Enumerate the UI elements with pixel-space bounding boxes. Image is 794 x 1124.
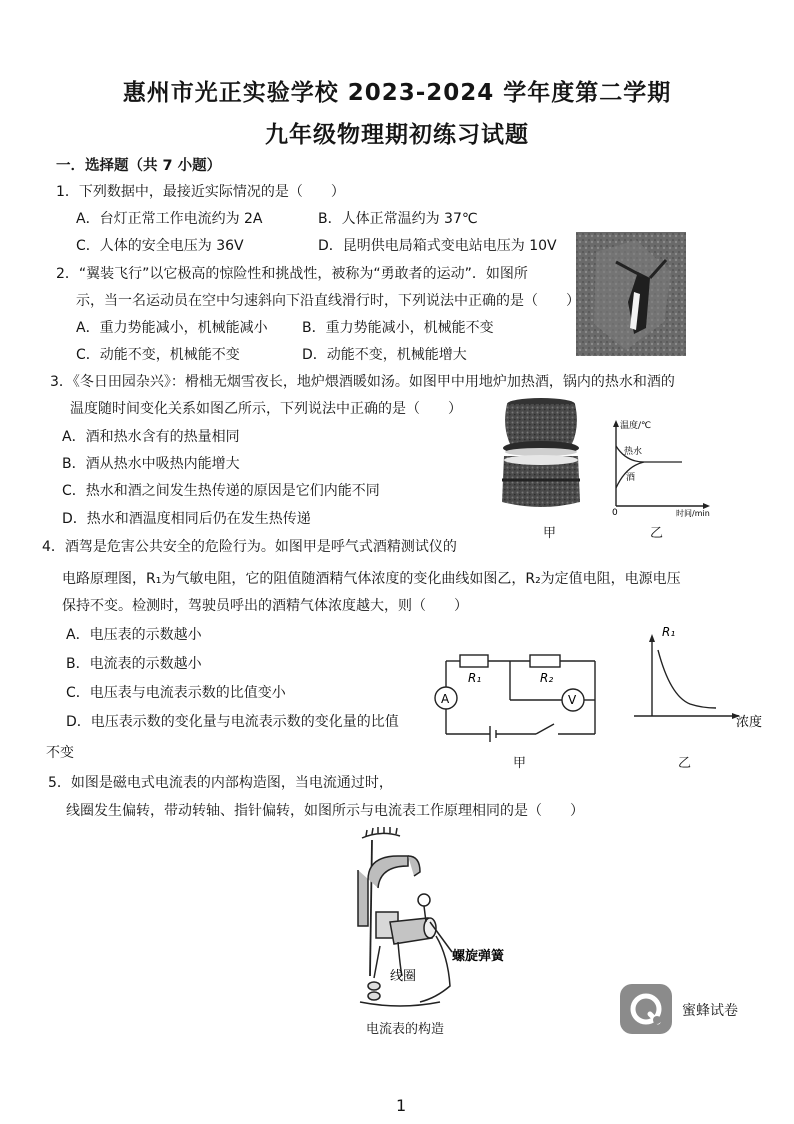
q3-figure-b-label: 乙 [650,526,664,541]
page-number: 1 [396,1096,407,1115]
q3-option-b: B．酒从热水中吸热内能增大 [62,456,240,472]
q2-option-c: C．动能不变，机械能不变 [76,347,240,363]
stove-illustration [496,396,586,514]
q4-option-d-continued: 不变 [46,745,74,761]
q1-option-d: D．昆明供电局箱式变电站电压为 10V [318,238,557,254]
ammeter-label: A [441,692,450,706]
q4-stem-line1: 4．酒驾是危害公共安全的危险行为。如图甲是呼气式酒精测试仪的 [42,539,457,555]
r2-label: R₂ [540,671,554,685]
q3-figure-a-label: 甲 [543,526,557,541]
y-axis-label: 温度/℃ [620,421,652,431]
watermark-text: 蜜蜂试卷 [682,1003,738,1019]
q1-option-a: A．台灯正常工作电流约为 2A [76,211,263,227]
pointer [370,840,372,976]
wine-label: 酒 [626,473,636,483]
resistance-concentration-graph [630,620,775,740]
q1-option-c: C．人体的安全电压为 36V [76,238,244,254]
q4-option-d: D．电压表示数的变化量与电流表示数的变化量的比值 [66,714,399,730]
q4-option-c: C．电压表与电流表示数的比值变小 [66,685,286,701]
diagram-caption: 电流表的构造 [366,1022,445,1037]
x-axis-label: 时间/min [676,509,710,518]
temperature-time-graph [602,418,714,518]
q4-stem-line3: 保持不变。检测时，驾驶员呼出的酒精气体浓度越大，则（ ） [62,598,468,614]
wingsuit-photo [576,232,686,356]
q3-option-c: C．热水和酒之间发生热传递的原因是它们内能不同 [62,483,380,499]
origin-label: 0 [612,508,618,518]
spiral-spring-icon [418,894,430,906]
q3-stem-line2: 温度随时间变化关系如图乙所示，下列说法中正确的是（ ） [70,401,462,417]
switch [536,724,554,734]
q2-option-b: B．重力势能减小，机械能不变 [302,320,494,336]
q1-option-b: B．人体正常温约为 37℃ [318,211,478,227]
q3-option-d: D．热水和酒温度相同后仍在发生热传递 [62,511,311,527]
voltmeter-label: V [568,693,577,707]
q1-stem: 1．下列数据中，最接近实际情况的是（ ） [56,184,345,200]
q2-stem-line1: 2．“翼装飞行”以它极高的惊险性和挑战性，被称为“勇敢者的运动”．如图所 [56,266,528,282]
spring-label: 螺旋弹簧 [452,949,505,964]
graph-y-label: R₁ [662,625,676,639]
q2-stem-line2: 示，当一名运动员在空中匀速斜向下沿直线滑行时，下列说法中正确的是（ ） [76,293,580,309]
section-heading: 一．选择题（共 7 小题） [56,158,222,174]
q4-figure-a-label: 甲 [513,756,527,771]
q5-stem-line1: 5．如图是磁电式电流表的内部构造图，当电流通过时， [48,775,393,791]
q4-option-b: B．电流表的示数越小 [66,656,202,672]
coil-label: 线圈 [390,969,417,984]
r1-resistor [460,655,488,667]
q3-stem-line1: 3．《冬日田园杂兴》：榾柮无烟雪夜长，地炉煨酒暖如汤。如图甲中用地炉加热酒，锅内的热水和酒的 [50,374,675,390]
r2-resistor [530,655,560,667]
q2-option-d: D．动能不变，机械能增大 [302,347,467,363]
exam-subtitle: 九年级物理期初练习试题 [265,122,529,148]
q2-option-a: A．重力势能减小，机械能减小 [76,320,268,336]
ammeter-structure-diagram [340,826,520,1016]
graph-x-label: 浓度 [736,715,763,730]
q3-option-a: A．酒和热水含有的热量相同 [62,429,240,445]
exam-title: 惠州市光正实验学校 2023-2024 学年度第二学期 [122,80,672,106]
r1-label: R₁ [468,671,482,685]
watermark-logo [620,984,672,1034]
q5-stem-line2: 线圈发生偏转，带动转轴、指针偏转，如图所示与电流表工作原理相同的是（ ） [66,803,584,819]
q4-stem-line2: 电路原理图，R₁为气敏电阻，它的阻值随酒精气体浓度的变化曲线如图乙，R₂为定值电阻，电源电压 [62,571,681,587]
breathalyzer-circuit [430,646,605,744]
q4-figure-b-label: 乙 [678,756,692,771]
hot-water-label: 热水 [624,447,643,457]
r1-curve [658,650,716,708]
q4-option-a: A．电压表的示数越小 [66,627,202,643]
